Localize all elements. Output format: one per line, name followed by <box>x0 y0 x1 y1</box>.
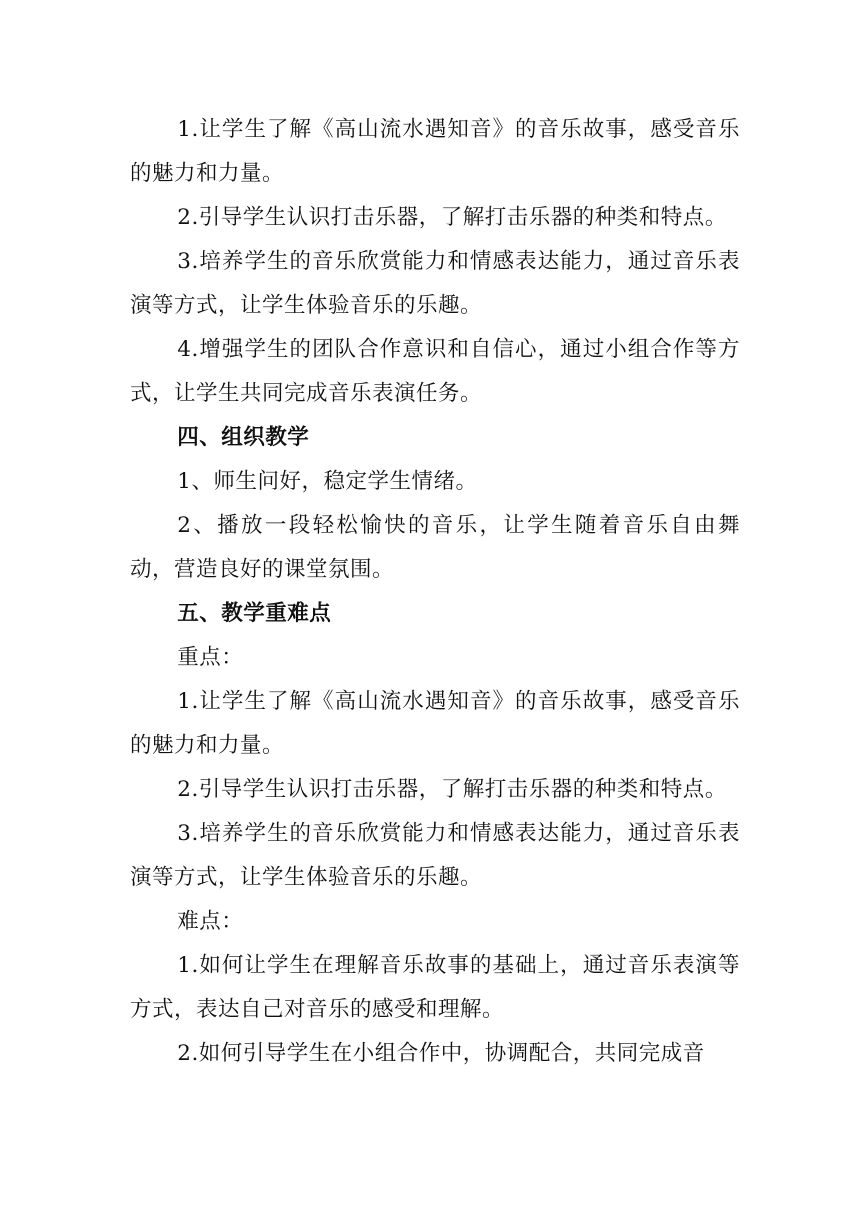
section-heading-organize-teaching: 四、组织教学 <box>177 425 310 450</box>
organize-item-2: 2、播放一段轻松愉快的音乐，让学生随着音乐自由舞动，营造良好的课堂氛围。 <box>130 513 740 582</box>
goal-item-2: 2.引导学生认识打击乐器，了解打击乐器的种类和特点。 <box>177 205 727 230</box>
goal-item-3: 3.培养学生的音乐欣赏能力和情感表达能力，通过音乐表演等方式，让学生体验音乐的乐趣。 <box>130 249 740 318</box>
difficult-point-item-2: 2.如何引导学生在小组合作中，协调配合，共同完成音 <box>177 1041 705 1066</box>
section-heading-key-difficult-points: 五、教学重难点 <box>177 601 332 626</box>
document-body <box>130 108 740 1076</box>
key-points-label: 重点： <box>177 645 244 670</box>
difficult-points-label: 难点： <box>177 909 244 934</box>
goal-item-4: 4.增强学生的团队合作意识和自信心，通过小组合作等方式，让学生共同完成音乐表演任务。 <box>130 337 740 406</box>
key-point-item-2: 2.引导学生认识打击乐器，了解打击乐器的种类和特点。 <box>177 777 727 802</box>
difficult-point-item-1: 1.如何让学生在理解音乐故事的基础上，通过音乐表演等方式，表达自己对音乐的感受和理解。 <box>130 953 740 1022</box>
key-point-item-3: 3.培养学生的音乐欣赏能力和情感表达能力，通过音乐表演等方式，让学生体验音乐的乐趣。 <box>130 821 740 890</box>
key-point-item-1: 1.让学生了解《高山流水遇知音》的音乐故事，感受音乐的魅力和力量。 <box>130 689 740 758</box>
organize-item-1: 1、师生问好，稳定学生情绪。 <box>177 469 478 494</box>
goal-item-1: 1.让学生了解《高山流水遇知音》的音乐故事，感受音乐的魅力和力量。 <box>130 117 740 186</box>
